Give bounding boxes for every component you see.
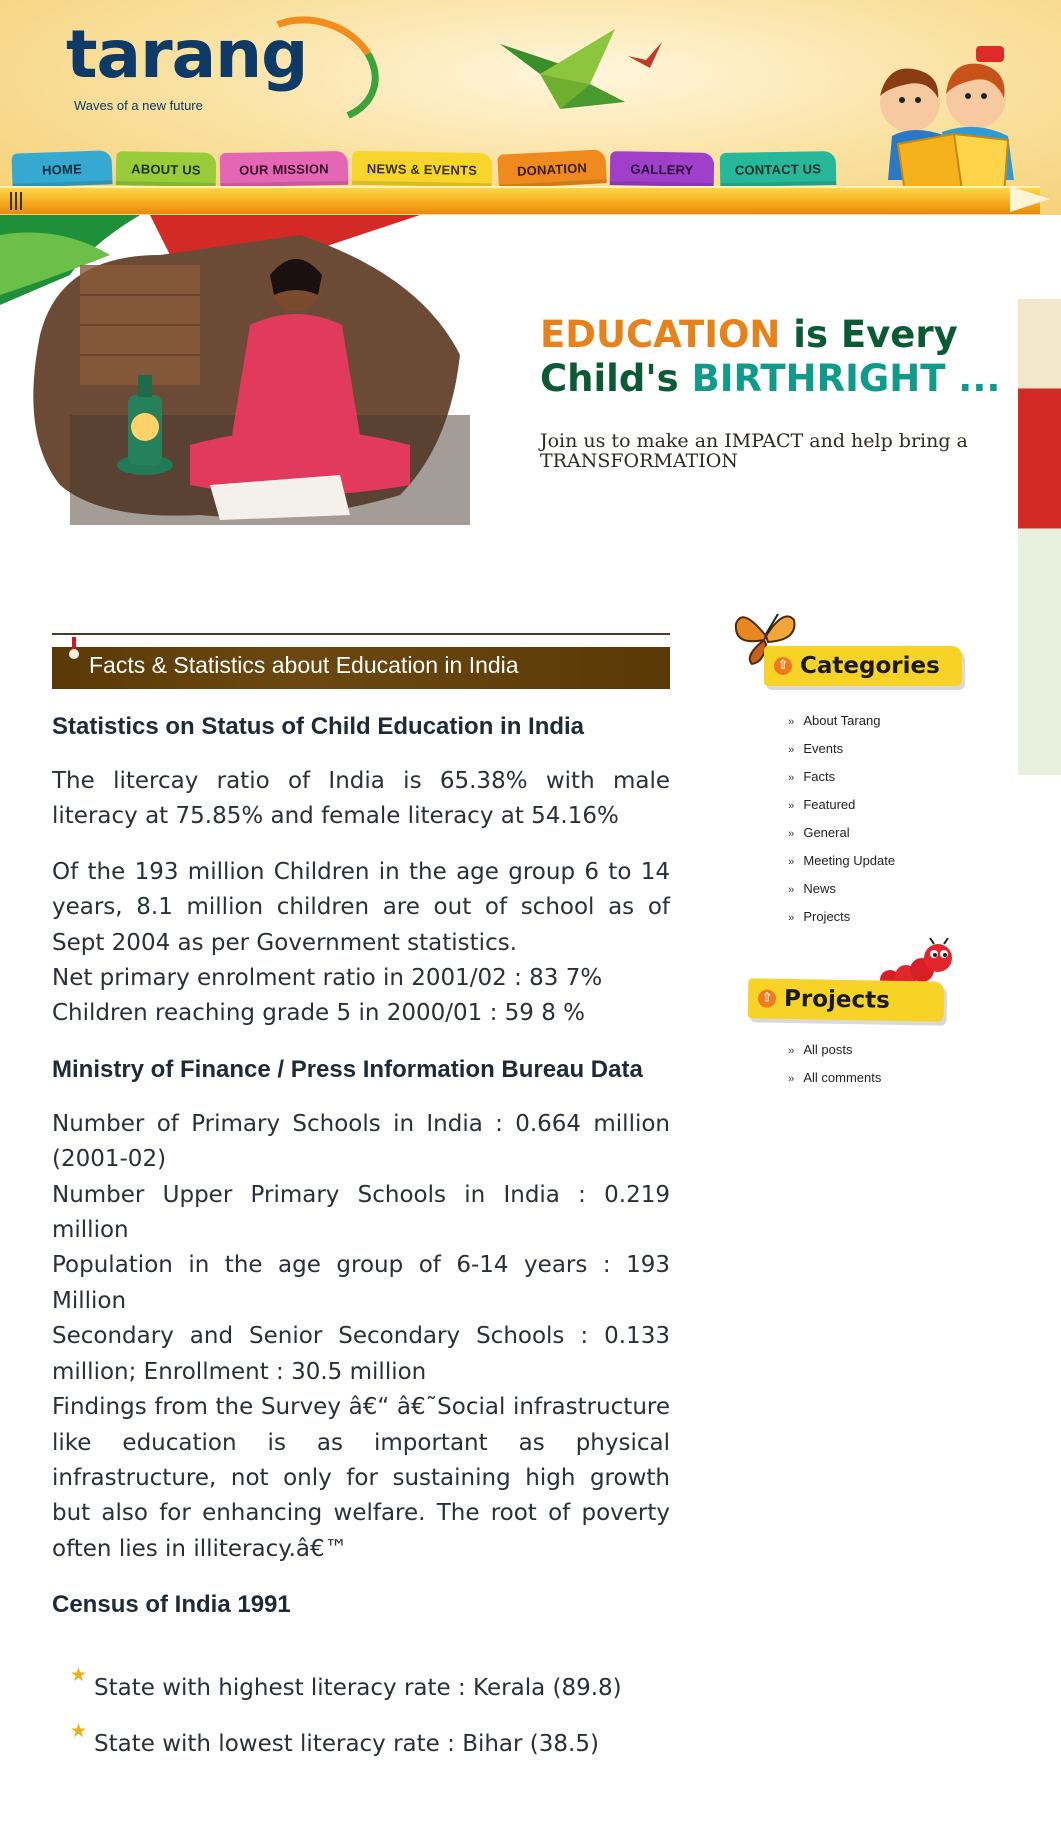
category-link-general[interactable] <box>788 819 895 847</box>
para-out-of-school <box>52 855 670 1032</box>
projects-label: All comments <box>803 1070 882 1085</box>
categories-widget-title <box>764 646 962 686</box>
nav-contact-us[interactable]: CONTACT US <box>720 151 837 187</box>
category-label: About Tarang <box>803 713 881 728</box>
grip-icon <box>10 192 24 210</box>
list-item <box>52 1716 670 1772</box>
section-title: Facts & Statistics about Education in India <box>89 652 519 678</box>
category-label: General <box>803 825 850 840</box>
projects-list <box>788 1036 881 1092</box>
chevron-right-icon: ›› <box>788 1045 794 1057</box>
para-ministry-data <box>52 1107 670 1567</box>
para-literacy-ratio: The litercay ratio of India is 65.38% with male literacy at 75.85% and female literacy at 54.16% <box>52 768 670 830</box>
nav-about-us[interactable]: ABOUT US <box>116 151 217 187</box>
chevron-right-icon: ›› <box>788 744 794 756</box>
heading-ministry-data: Ministry of Finance / Press Information Bureau Data <box>52 1055 643 1083</box>
text-line: Of the 193 million Children in the age group 6 to 14 years, 8.1 million children are out of school as of Sept 2004 as per Government statistics. <box>52 858 670 956</box>
census-list <box>52 1660 670 1772</box>
banner-subtext: Join us to make an IMPACT and help bring a TRANSFORMATION <box>540 430 968 472</box>
nav-gallery[interactable]: GALLERY <box>610 151 715 187</box>
category-label: Events <box>803 741 844 756</box>
chevron-right-icon: ›› <box>788 772 794 784</box>
logo-text: tarang <box>66 16 308 93</box>
chevron-right-icon: ›› <box>788 884 794 896</box>
star-icon: ★ <box>70 1664 88 1687</box>
nav-our-mission[interactable]: OUR MISSION <box>220 151 349 187</box>
text-line: Children reaching grade 5 in 2000/01 : 59 8 % <box>52 1000 586 1027</box>
section-header <box>52 633 670 679</box>
banner-headline <box>540 313 1000 401</box>
projects-link-all-comments[interactable] <box>788 1064 881 1092</box>
pin-head-icon <box>69 649 79 659</box>
projects-link-all-posts[interactable] <box>788 1036 881 1064</box>
text-line: Population in the age group of 6-14 years : 193 Million <box>52 1252 670 1314</box>
text-line: Number Upper Primary Schools in India : 0.219 million <box>52 1181 670 1244</box>
heading-census: Census of India 1991 <box>52 1591 291 1619</box>
main-content <box>52 633 670 1772</box>
pencil-tip-icon <box>1010 186 1050 212</box>
category-link-news[interactable] <box>788 875 895 903</box>
banner-word-birthright: BIRTHRIGHT ... <box>691 357 1001 400</box>
arrow-up-icon: ⇧ <box>774 657 792 675</box>
chevron-right-icon: ›› <box>788 856 794 868</box>
categories-title: Categories <box>800 653 940 679</box>
nav-news-events[interactable]: NEWS & EVENTS <box>352 151 493 187</box>
article-body <box>52 709 670 1772</box>
nav-pencil-bar <box>0 186 1040 214</box>
chevron-right-icon: ›› <box>788 828 794 840</box>
chevron-right-icon: ›› <box>788 1073 794 1085</box>
nav-home[interactable]: HOME <box>11 150 112 187</box>
heading-child-education: Statistics on Status of Child Education in India <box>52 713 585 740</box>
decorative-side-strip <box>1018 215 1061 775</box>
site-logo[interactable] <box>66 16 308 113</box>
hero-banner <box>0 215 1018 572</box>
paper-bird-icon <box>628 42 664 72</box>
banner-word-is-every: is Every <box>793 313 958 356</box>
category-label: Meeting Update <box>803 853 896 868</box>
text-line: Secondary and Senior Secondary Schools : 0.133 million; Enrollment : 30.5 million <box>52 1323 670 1385</box>
category-link-meeting-update[interactable] <box>788 847 895 875</box>
category-label: News <box>803 881 836 896</box>
category-link-about-tarang[interactable] <box>788 707 895 735</box>
nav-donation[interactable]: DONATION <box>497 149 607 189</box>
category-label: Featured <box>803 797 856 812</box>
banner-word-childs: Child's <box>540 357 679 400</box>
chevron-right-icon: ›› <box>788 800 794 812</box>
projects-title: Projects <box>783 985 891 1014</box>
category-label: Facts <box>803 769 836 784</box>
arrow-up-icon: ⇧ <box>758 989 776 1007</box>
category-link-projects[interactable] <box>788 903 895 931</box>
category-link-featured[interactable] <box>788 791 895 819</box>
chevron-right-icon: ›› <box>788 912 794 924</box>
text-line: Net primary enrolment ratio in 2001/02 : 83 7% <box>52 965 603 992</box>
categories-list <box>788 707 895 931</box>
category-link-events[interactable] <box>788 735 895 763</box>
logo-tagline: Waves of a new future <box>74 98 203 113</box>
hero-photo <box>0 215 470 535</box>
paper-crane-icon <box>500 24 630 114</box>
projects-label: All posts <box>803 1042 853 1057</box>
category-label: Projects <box>803 909 851 924</box>
list-item <box>52 1660 670 1716</box>
projects-widget-title <box>748 978 945 1021</box>
site-header <box>0 0 1061 215</box>
banner-word-education: EDUCATION <box>540 313 781 356</box>
list-item-text: State with lowest literacy rate : Bihar (38.5) <box>94 1731 599 1758</box>
category-link-facts[interactable] <box>788 763 895 791</box>
chevron-right-icon: ›› <box>788 716 794 728</box>
list-item-text: State with highest literacy rate : Kerala (89.8) <box>94 1675 622 1702</box>
star-icon: ★ <box>70 1720 88 1743</box>
text-line: Findings from the Survey â€“ â€˜Social infrastructure like education is as important as physical infrastructure, not only for sustaining high growth but also for enhancing welfare. The root of poverty often lies in illiteracy.â€™ <box>52 1394 670 1562</box>
text-line: Number of Primary Schools in India : 0.664 million (2001-02) <box>52 1110 670 1173</box>
